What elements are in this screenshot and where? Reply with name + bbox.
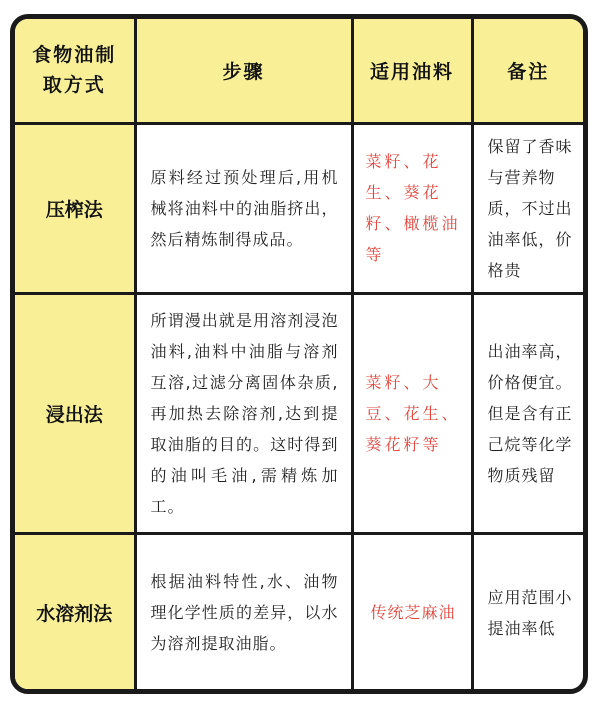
comparison-table: [15, 19, 583, 691]
method-cell: 压榨法: [15, 123, 135, 293]
oils-cell: 菜籽、大豆、花生、葵花籽等: [352, 293, 472, 533]
oils-cell: 菜籽、花生、葵花籽、橄榄油等: [352, 123, 472, 293]
method-cell: 水溶剂法: [15, 533, 135, 691]
header-notes: 备注: [472, 19, 583, 123]
steps-cell: 所谓漫出就是用溶剂浸泡油料,油料中油脂与溶剂互溶,过滤分离固体杂质,再加热去除溶剂,达到提取油脂的目的。这时得到的油叫毛油,需精炼加工。: [135, 293, 352, 533]
table-row: [15, 533, 583, 691]
header-oils: 适用油料: [352, 19, 472, 123]
header-method: 食物油制取方式: [15, 19, 135, 123]
table-row: [15, 123, 583, 293]
table-row: [15, 293, 583, 533]
steps-cell: 根据油料特性,水、油物理化学性质的差异，以水为溶剂提取油脂。: [135, 533, 352, 691]
notes-cell: 出油率高，价格便宜。但是含有正己烷等化学物质残留: [472, 293, 583, 533]
oils-cell: 传统芝麻油: [352, 533, 472, 691]
header-steps: 步骤: [135, 19, 352, 123]
notes-cell: 应用范围小提油率低: [472, 533, 583, 691]
notes-cell: 保留了香味与营养物质，不过出油率低，价格贵: [472, 123, 583, 293]
method-cell: 浸出法: [15, 293, 135, 533]
steps-cell: 原料经过预处理后,用机械将油料中的油脂挤出，然后精炼制得成品。: [135, 123, 352, 293]
oil-extraction-table: [10, 14, 588, 694]
header-row: [15, 19, 583, 123]
